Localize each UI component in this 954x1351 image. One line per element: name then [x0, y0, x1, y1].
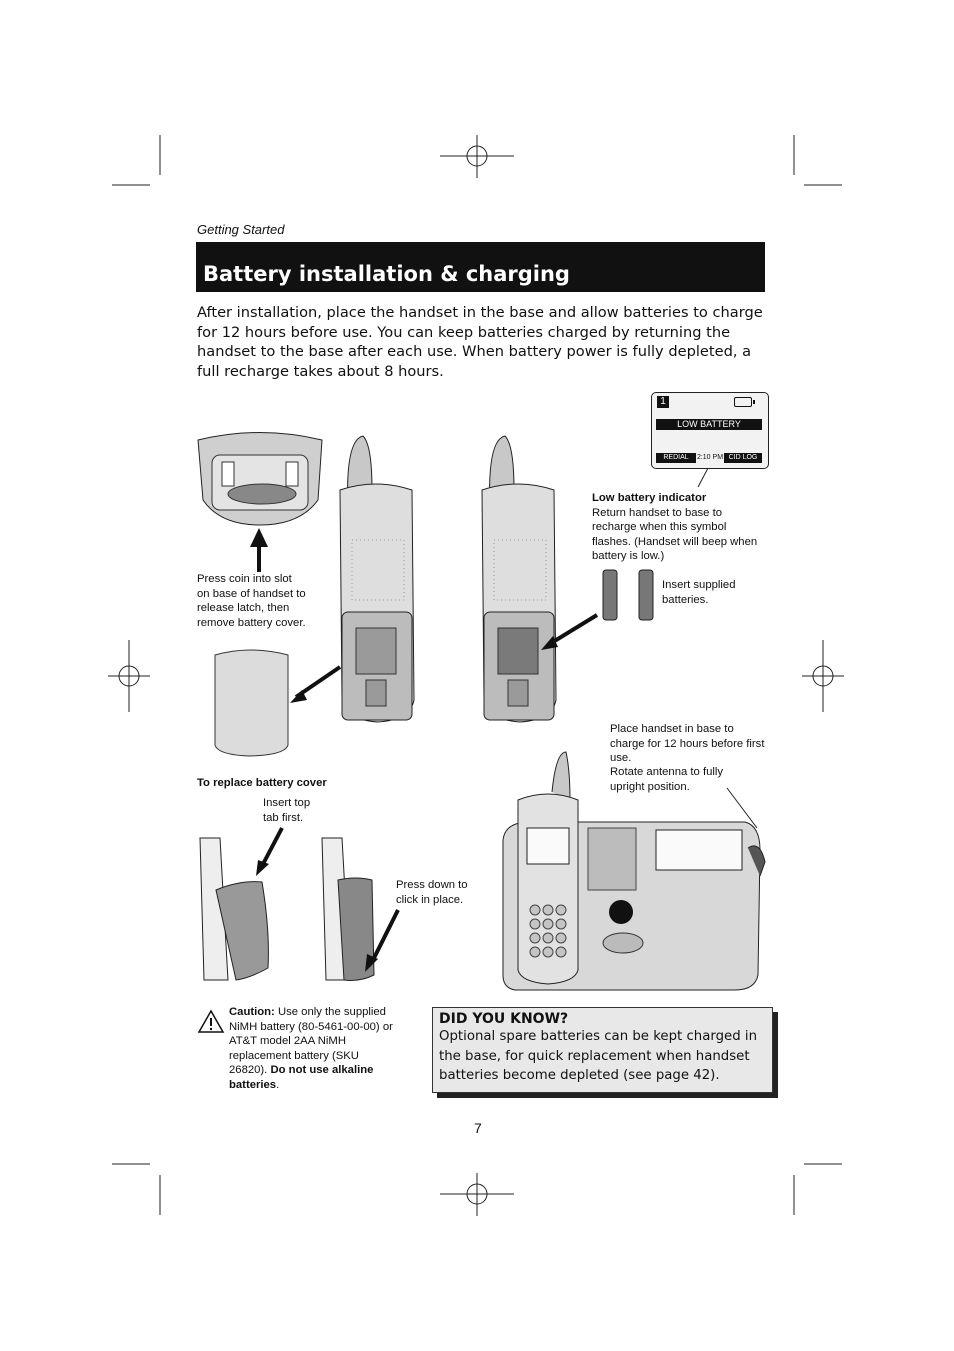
page-title: Battery installation & charging — [203, 262, 570, 286]
low-battery-caption — [592, 491, 764, 564]
caution-end: . — [276, 1078, 280, 1091]
handset-in-base — [518, 752, 578, 984]
warning-icon — [199, 1011, 223, 1032]
lcd-display — [651, 392, 769, 469]
line-number: 1 — [657, 396, 669, 408]
insert-top-caption: Insert top tab first. — [263, 797, 311, 824]
rotate-antenna-caption: Rotate antenna to fully upright position. — [610, 766, 724, 793]
battery-icon — [734, 397, 752, 407]
up-arrow-icon — [250, 528, 268, 572]
lcd-time: 2:10 PM — [696, 454, 724, 461]
handset-bottom-view — [198, 433, 322, 526]
did-you-know-title: DID YOU KNOW? — [439, 1011, 569, 1027]
caution-emphasis: Do not use alkaline batteries — [229, 1064, 374, 1091]
softkey-redial: REDIAL — [656, 453, 696, 463]
handset-back-open — [340, 436, 414, 722]
page-number: 7 — [474, 1120, 482, 1136]
did-you-know-box — [432, 1007, 773, 1093]
battery-cover — [215, 650, 288, 756]
handset-back-with-batteries — [482, 436, 556, 722]
caution-label: Caution: — [229, 1006, 275, 1018]
softkey-cid-log: CID LOG — [724, 453, 762, 463]
caution-body: Use only the supplied NiMH battery (80-5461-00-00) or AT&T model 2AA NiMH replacement battery (SKU 26820). — [229, 1006, 393, 1077]
did-you-know-body: Optional spare batteries can be kept charged in the base, for quick replacement when handset batteries become depleted (see page 42). — [439, 1029, 758, 1083]
place-handset-caption: Place handset in base to charge for 12 hours before first use. — [610, 723, 765, 765]
caution-text — [229, 1005, 394, 1093]
low-battery-title: Low battery indicator — [592, 492, 707, 504]
cover-side-view-2 — [322, 838, 374, 980]
insert-batteries-caption: Insert supplied batteries. — [662, 579, 736, 606]
cover-side-view-1 — [200, 838, 268, 980]
low-battery-body: Return handset to base to recharge when this symbol flashes. (Handset will beep when battery is low.) — [592, 506, 758, 563]
press-down-caption: Press down to click in place. — [396, 879, 468, 906]
intro-paragraph: After installation, place the handset in the base and allow batteries to charge for 12 hours before use. You can keep batteries charged by returning the handset to the base after each use. When battery power is fully depleted, a full recharge takes about 8 hours. — [197, 304, 763, 380]
coin-caption: Press coin into slot on base of handset to release latch, then remove battery cover. — [197, 573, 306, 629]
replace-cover-title: To replace battery cover — [197, 777, 327, 789]
section-label: Getting Started — [197, 222, 285, 237]
aa-batteries-icon — [603, 570, 653, 620]
low-battery-message: LOW BATTERY — [656, 419, 762, 430]
